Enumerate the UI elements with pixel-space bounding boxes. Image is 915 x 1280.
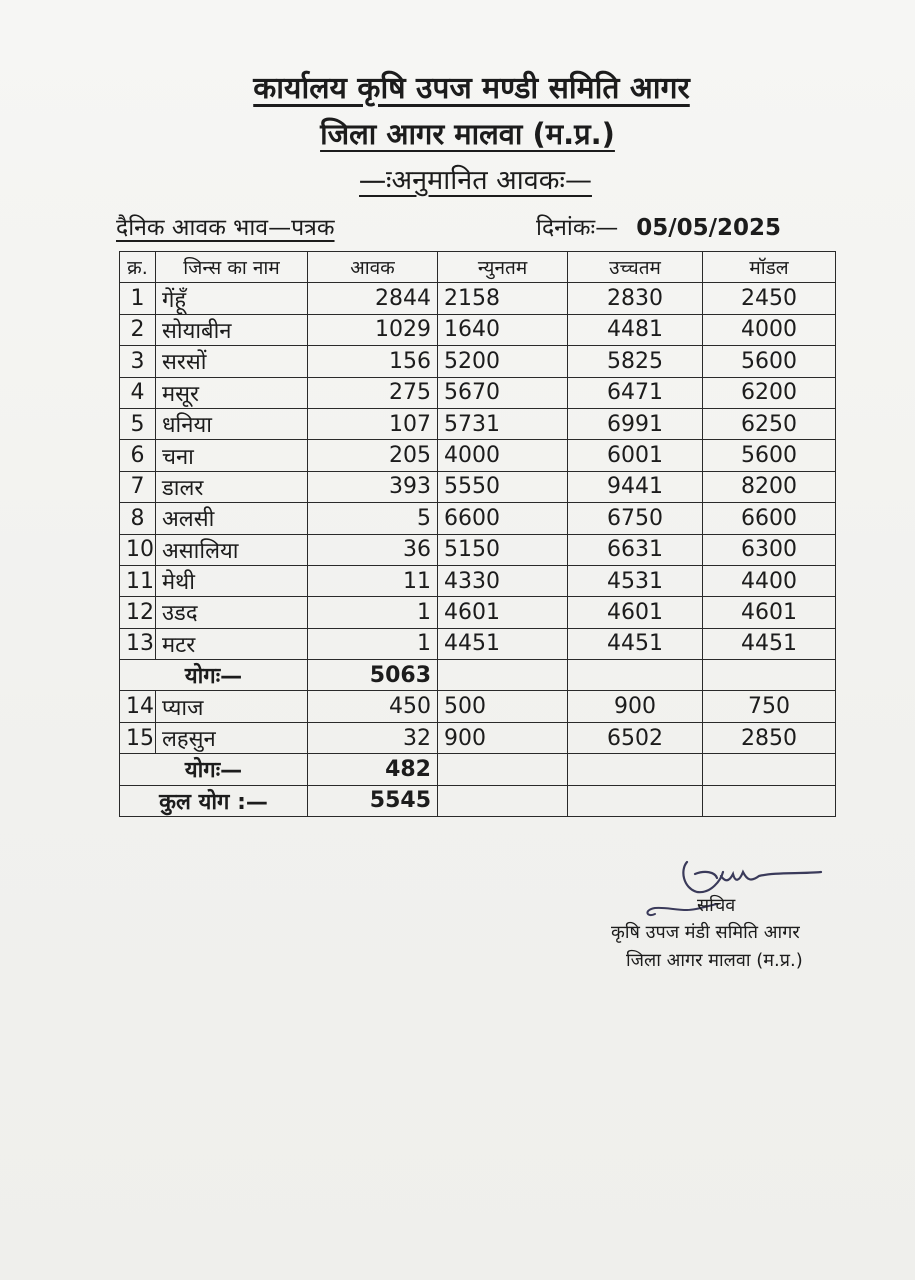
office-title: कार्यालय कृषि उपज मण्डी समिति आगर	[253, 71, 690, 106]
empty-cell	[568, 785, 703, 816]
table-row	[120, 377, 836, 408]
model-cell: 2450	[703, 283, 836, 314]
table-row	[120, 283, 836, 314]
empty-cell	[568, 754, 703, 785]
commodity-cell: धनिया	[156, 408, 308, 439]
empty-cell	[438, 754, 568, 785]
model-cell: 4000	[703, 314, 836, 345]
model-cell: 750	[703, 691, 836, 722]
maximum-cell: 2830	[568, 283, 703, 314]
model-cell: 6200	[703, 377, 836, 408]
total-label-cell: योगः—	[120, 660, 308, 691]
minimum-cell: 4601	[438, 597, 568, 628]
arrival-cell: 107	[308, 408, 438, 439]
district-title: जिला आगर मालवा (म.प्र.)	[320, 117, 615, 151]
serial-cell: 6	[120, 440, 156, 471]
subtotal-row	[120, 754, 836, 785]
commodity-cell: असालिया	[156, 534, 308, 565]
arrival-cell: 205	[308, 440, 438, 471]
commodity-cell: प्याज	[156, 691, 308, 722]
commodity-cell: मेथी	[156, 565, 308, 596]
report-name: दैनिक आवक भाव—पत्रक	[116, 215, 335, 241]
col-header-maximum: उच्चतम	[568, 252, 703, 283]
maximum-cell: 6001	[568, 440, 703, 471]
minimum-cell: 6600	[438, 503, 568, 534]
col-header-minimum: न्युनतम	[438, 252, 568, 283]
commodity-cell: गेंहूँ	[156, 283, 308, 314]
arrival-cell: 1029	[308, 314, 438, 345]
arrival-cell: 2844	[308, 283, 438, 314]
minimum-cell: 4451	[438, 628, 568, 659]
serial-cell: 2	[120, 314, 156, 345]
table-row	[120, 471, 836, 502]
serial-cell: 15	[120, 722, 156, 753]
serial-cell: 7	[120, 471, 156, 502]
col-header-sn: क्र.	[120, 252, 156, 283]
commodity-cell: अलसी	[156, 503, 308, 534]
signature-district: जिला आगर मालवा (म.प्र.)	[626, 950, 803, 971]
total-label-cell: योगः—	[120, 754, 308, 785]
model-cell: 2850	[703, 722, 836, 753]
commodity-cell: मसूर	[156, 377, 308, 408]
table-row	[120, 691, 836, 722]
serial-cell: 5	[120, 408, 156, 439]
commodity-cell: लहसुन	[156, 722, 308, 753]
total-value-cell: 5545	[308, 785, 438, 816]
minimum-cell: 4330	[438, 565, 568, 596]
signature-title: सचिव	[697, 895, 736, 916]
arrival-cell: 1	[308, 628, 438, 659]
maximum-cell: 6991	[568, 408, 703, 439]
arrival-cell: 5	[308, 503, 438, 534]
serial-cell: 12	[120, 597, 156, 628]
table-row	[120, 408, 836, 439]
minimum-cell: 2158	[438, 283, 568, 314]
maximum-cell: 9441	[568, 471, 703, 502]
table-row	[120, 314, 836, 345]
table-row	[120, 346, 836, 377]
report-date	[536, 210, 781, 242]
model-cell: 4601	[703, 597, 836, 628]
arrival-cell: 1	[308, 597, 438, 628]
table-row	[120, 628, 836, 659]
maximum-cell: 4601	[568, 597, 703, 628]
model-cell: 4451	[703, 628, 836, 659]
commodity-cell: उडद	[156, 597, 308, 628]
commodity-cell: मटर	[156, 628, 308, 659]
subtotal-row	[120, 660, 836, 691]
empty-cell	[438, 660, 568, 691]
maximum-cell: 6750	[568, 503, 703, 534]
minimum-cell: 5670	[438, 377, 568, 408]
serial-cell: 13	[120, 628, 156, 659]
arrival-rate-table	[119, 251, 836, 817]
serial-cell: 8	[120, 503, 156, 534]
table-row	[120, 597, 836, 628]
serial-cell: 11	[120, 565, 156, 596]
empty-cell	[703, 785, 836, 816]
date-label: दिनांकः—	[536, 215, 619, 241]
arrival-cell: 11	[308, 565, 438, 596]
commodity-cell: सरसों	[156, 346, 308, 377]
table-row	[120, 440, 836, 471]
empty-cell	[438, 785, 568, 816]
col-header-model: मॉडल	[703, 252, 836, 283]
maximum-cell: 900	[568, 691, 703, 722]
commodity-cell: चना	[156, 440, 308, 471]
table-row	[120, 565, 836, 596]
minimum-cell: 900	[438, 722, 568, 753]
serial-cell: 3	[120, 346, 156, 377]
total-label-cell: कुल योग :—	[120, 785, 308, 816]
minimum-cell: 5550	[438, 471, 568, 502]
maximum-cell: 4481	[568, 314, 703, 345]
table-row	[120, 722, 836, 753]
arrival-cell: 36	[308, 534, 438, 565]
minimum-cell: 5731	[438, 408, 568, 439]
model-cell: 4400	[703, 565, 836, 596]
model-cell: 6300	[703, 534, 836, 565]
minimum-cell: 5200	[438, 346, 568, 377]
col-header-commodity: जिन्स का नाम	[156, 252, 308, 283]
minimum-cell: 1640	[438, 314, 568, 345]
serial-cell: 10	[120, 534, 156, 565]
maximum-cell: 5825	[568, 346, 703, 377]
signature-block	[600, 850, 860, 990]
empty-cell	[568, 660, 703, 691]
table-row	[120, 534, 836, 565]
empty-cell	[703, 754, 836, 785]
table-header-row	[120, 252, 836, 283]
arrival-cell: 275	[308, 377, 438, 408]
col-header-arrival: आवक	[308, 252, 438, 283]
table-row	[120, 503, 836, 534]
arrival-cell: 450	[308, 691, 438, 722]
minimum-cell: 5150	[438, 534, 568, 565]
arrival-cell: 393	[308, 471, 438, 502]
total-value-cell: 482	[308, 754, 438, 785]
serial-cell: 4	[120, 377, 156, 408]
arrival-cell: 156	[308, 346, 438, 377]
model-cell: 6600	[703, 503, 836, 534]
arrival-cell: 32	[308, 722, 438, 753]
signature-office: कृषि उपज मंडी समिति आगर	[611, 922, 800, 943]
commodity-cell: डालर	[156, 471, 308, 502]
date-value: 05/05/2025	[636, 215, 782, 241]
maximum-cell: 6502	[568, 722, 703, 753]
model-cell: 5600	[703, 346, 836, 377]
model-cell: 5600	[703, 440, 836, 471]
model-cell: 8200	[703, 471, 836, 502]
maximum-cell: 6631	[568, 534, 703, 565]
maximum-cell: 4451	[568, 628, 703, 659]
serial-cell: 14	[120, 691, 156, 722]
serial-cell: 1	[120, 283, 156, 314]
minimum-cell: 500	[438, 691, 568, 722]
maximum-cell: 6471	[568, 377, 703, 408]
total-value-cell: 5063	[308, 660, 438, 691]
commodity-cell: सोयाबीन	[156, 314, 308, 345]
minimum-cell: 4000	[438, 440, 568, 471]
empty-cell	[703, 660, 836, 691]
maximum-cell: 4531	[568, 565, 703, 596]
subject-title: —ःअनुमानित आवकः—	[359, 165, 592, 196]
grand-total-row	[120, 785, 836, 816]
model-cell: 6250	[703, 408, 836, 439]
